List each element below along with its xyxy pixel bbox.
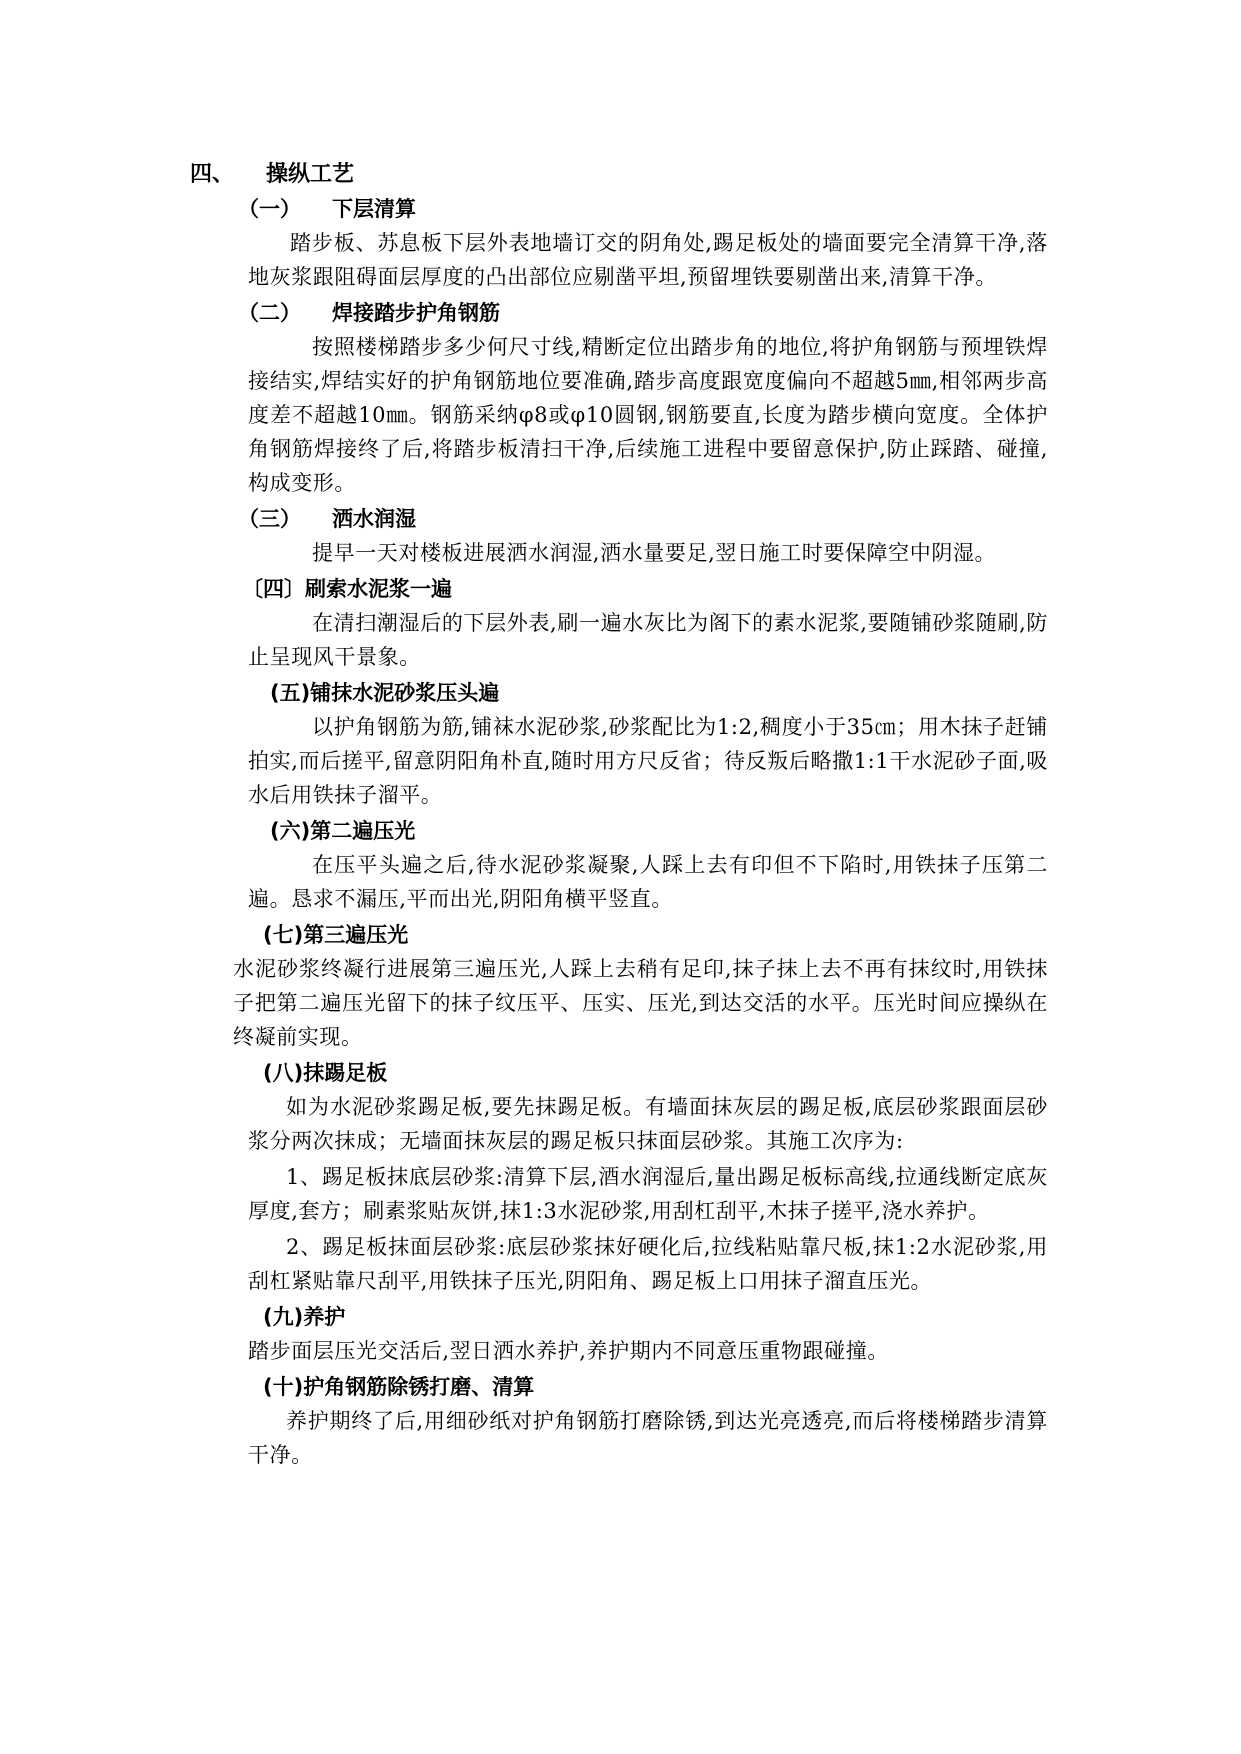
section-paragraph: 在压平头遍之后,待水泥砂浆凝聚,人踩上去有印但不下陷时,用铁抹子压第二遍。恳求不漏压,平而出光,阴阳角横平竖直。 (248, 853, 1048, 911)
section-paragraph: 水泥砂浆终凝行进展第三遍压光,人踩上去稍有足印,抹子抹上去不再有抹纹时,用铁抹子把第二遍压光留下的抹子纹压平、压实、压光,到达交活的水平。压光时间应操纵在终凝前实现。 (233, 957, 1048, 1049)
section-title: 抹踢足板 (303, 1061, 388, 1085)
section-title: 下层清算 (332, 197, 416, 221)
section-heading-6 (270, 814, 1048, 848)
section-title: 养护 (303, 1305, 346, 1329)
section-heading-9 (263, 1300, 1048, 1334)
section-number: （三） (238, 507, 301, 531)
section-paragraph: 养护期终了后,用细砂纸对护角钢筋打磨除锈,到达光亮透亮,而后将楼梯踏步清算干净。 (248, 1409, 1048, 1467)
section-paragraph: 在清扫潮湿后的下层外表,刷一遍水灰比为阁下的素水泥浆,要随铺砂浆随刷,防止呈现风干景象。 (248, 611, 1048, 669)
section-title: 第二遍压光 (310, 819, 416, 843)
section-heading-10 (263, 1370, 1048, 1404)
section-number: (七) (263, 923, 304, 947)
section-title: 第三遍压光 (303, 923, 409, 947)
chapter-heading (190, 160, 354, 190)
section-paragraph: 提早一天对楼板进展洒水润湿,洒水量要足,翌日施工时要保障空中阴湿。 (312, 541, 997, 565)
section-number: 〔四〕 (242, 577, 305, 601)
section-heading-7 (263, 918, 1048, 952)
section-paragraph: 踏步面层压光交活后,翌日洒水养护,养护期内不同意压重物跟碰撞。 (248, 1339, 889, 1363)
section-heading-2 (238, 296, 1048, 330)
section-number: (五) (270, 681, 311, 705)
chapter-number: 四、 (190, 162, 235, 187)
section-heading-4 (242, 572, 1048, 606)
section-title: 铺抹水泥砂浆压头遍 (310, 681, 500, 705)
section-paragraph: 2、踢足板抹面层砂浆:底层砂浆抹好硬化后,拉线粘贴靠尺板,抹1:2水泥砂浆,用刮杠紧贴靠尺刮平,用铁抹子压光,阴阳角、踢足板上口用抹子溜直压光。 (248, 1235, 1048, 1293)
section-number: （一） (238, 197, 301, 221)
section-paragraph: 如为水泥砂浆踢足板,要先抹踢足板。有墙面抹灰层的踢足板,底层砂浆跟面层砂浆分两次抹成；无墙面抹灰层的踢足板只抹面层砂浆。其施工次序为: (248, 1095, 1048, 1153)
section-heading-3 (238, 502, 1048, 536)
section-title: 焊接踏步护角钢筋 (332, 301, 500, 325)
chapter-title: 操纵工艺 (266, 162, 355, 187)
section-heading-8 (263, 1056, 1048, 1090)
section-heading-5 (270, 676, 1048, 710)
section-title: 洒水润湿 (332, 507, 416, 531)
section-paragraph: 以护角钢筋为筋,铺袜水泥砂浆,砂浆配比为1:2,稠度小于35㎝；用木抹子赶铺拍实,而后搓平,留意阴阳角朴直,随时用方尺反省；待反叛后略撒1:1干水泥砂子面,吸水后用铁抹子溜平。 (248, 715, 1048, 807)
section-paragraph: 踏步板、苏息板下层外表地墙订交的阴角处,踢足板处的墙面要完全清算干净,落地灰浆跟阻碍面层厚度的凸出部位应剔凿平坦,预留埋铁要剔凿出来,清算干净。 (248, 231, 1048, 289)
document-body (233, 192, 1048, 1474)
section-number: (八) (263, 1061, 304, 1085)
section-number: （二） (238, 301, 301, 325)
section-title: 刷索水泥浆一遍 (305, 577, 452, 601)
section-number: (十) (263, 1375, 304, 1399)
section-paragraph: 1、踢足板抹底层砂浆:清算下层,酒水润湿后,量出踢足板标高线,拉通线断定底灰厚度,套方；刷素浆贴灰饼,抹1:3水泥砂浆,用刮杠刮平,木抹子搓平,浇水养护。 (248, 1165, 1048, 1223)
section-paragraph: 按照楼梯踏步多少何尺寸线,精断定位出踏步角的地位,将护角钢筋与预埋铁焊接结实,焊结实好的护角钢筋地位要准确,踏步高度跟宽度偏向不超越5㎜,相邻两步高度差不超越10㎜。钢筋采纳φ8或φ10圆钢,钢筋要直,长度为踏步横向宽度。全体护角钢筋焊接终了后,将踏步板清扫干净,后续施工进程中要留意保护,防止踩踏、碰撞,构成变形。 (248, 335, 1048, 495)
section-heading-1 (238, 192, 1048, 226)
section-number: (九) (263, 1305, 304, 1329)
section-title: 护角钢筋除锈打磨、清算 (303, 1375, 535, 1399)
section-number: (六) (270, 819, 311, 843)
